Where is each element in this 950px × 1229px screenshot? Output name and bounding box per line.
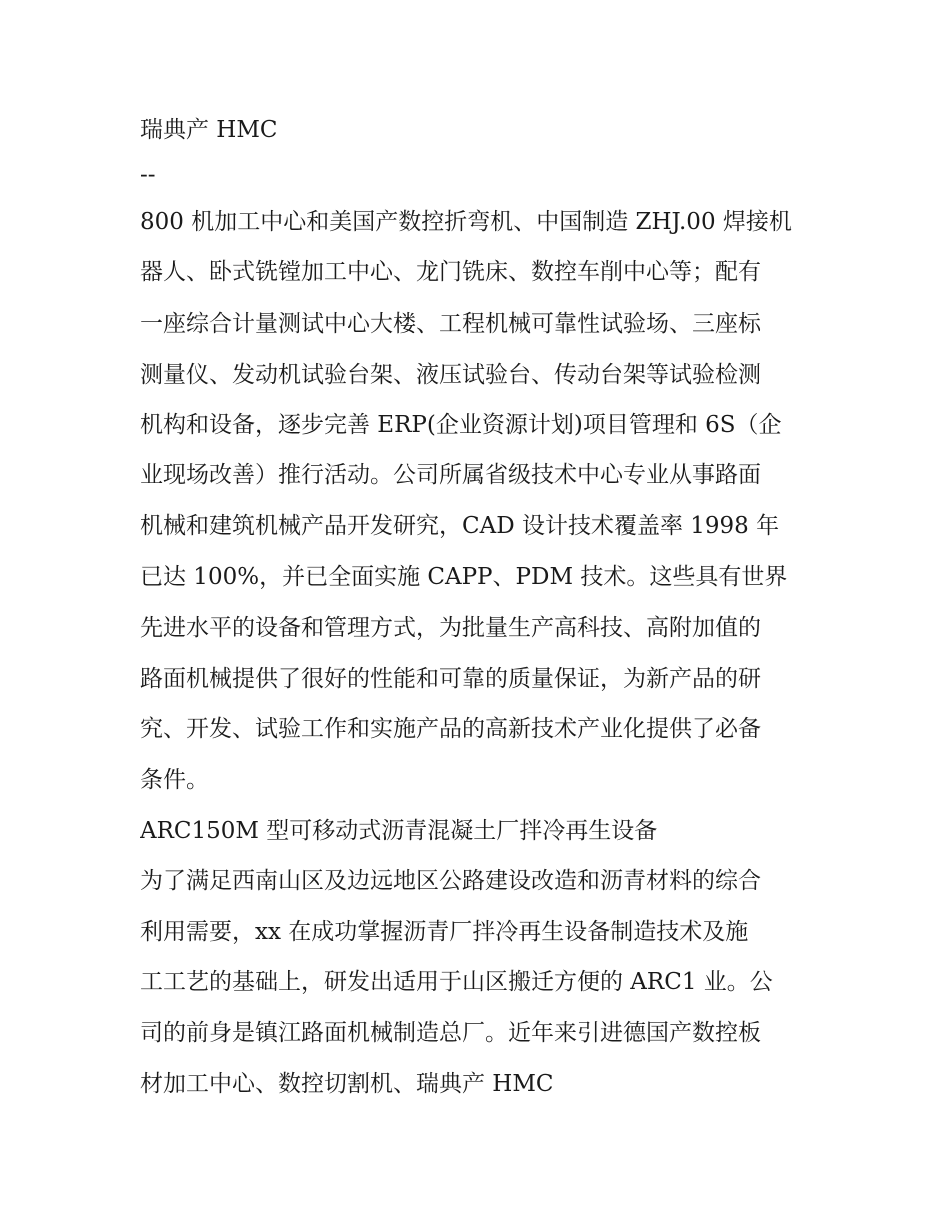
text-line: 路面机械提供了很好的性能和可靠的质量保证，为新产品的研	[140, 666, 761, 692]
text-line: 条件。	[140, 767, 209, 793]
text-line: 器人、卧式铣镗加工中心、龙门铣床、数控车削中心等；配有	[140, 259, 761, 285]
text-line-separator: --	[140, 162, 156, 188]
text-line: 材加工中心、数控切割机、瑞典产 HMC	[140, 1071, 554, 1097]
text-line: 为了满足西南山区及边远地区公路建设改造和沥青材料的综合	[140, 868, 761, 894]
text-line-heading: 瑞典产 HMC	[140, 117, 278, 143]
text-line: 司的前身是镇江路面机械制造总厂。近年来引进德国产数控板	[140, 1020, 761, 1046]
text-line: 机构和设备，逐步完善 ERP(企业资源计划)项目管理和 6S（企	[140, 412, 782, 438]
text-line: 业现场改善）推行活动。公司所属省级技术中心专业从事路面	[140, 462, 761, 488]
text-line: 800 机加工中心和美国产数控折弯机、中国制造 ZHJ.00 焊接机	[140, 209, 792, 235]
text-line: 已达 100%，并已全面实施 CAPP、PDM 技术。这些具有世界	[140, 564, 788, 590]
text-line: 利用需要，xx 在成功掌握沥青厂拌冷再生设备制造技术及施	[140, 919, 749, 945]
text-line: 工工艺的基础上，研发出适用于山区搬迁方便的 ARC1 业。公	[140, 969, 773, 995]
text-line: 一座综合计量测试中心大楼、工程机械可靠性试验场、三座标	[140, 311, 761, 337]
text-line: 究、开发、试验工作和实施产品的高新技术产业化提供了必备	[140, 716, 761, 742]
text-line: 机械和建筑机械产品开发研究，CAD 设计技术覆盖率 1998 年	[140, 513, 780, 539]
text-line: 测量仪、发动机试验台架、液压试验台、传动台架等试验检测	[140, 362, 761, 388]
text-line: 先进水平的设备和管理方式，为批量生产高科技、高附加值的	[140, 615, 761, 641]
text-line-section-title: ARC150M 型可移动式沥青混凝土厂拌冷再生设备	[140, 818, 658, 844]
